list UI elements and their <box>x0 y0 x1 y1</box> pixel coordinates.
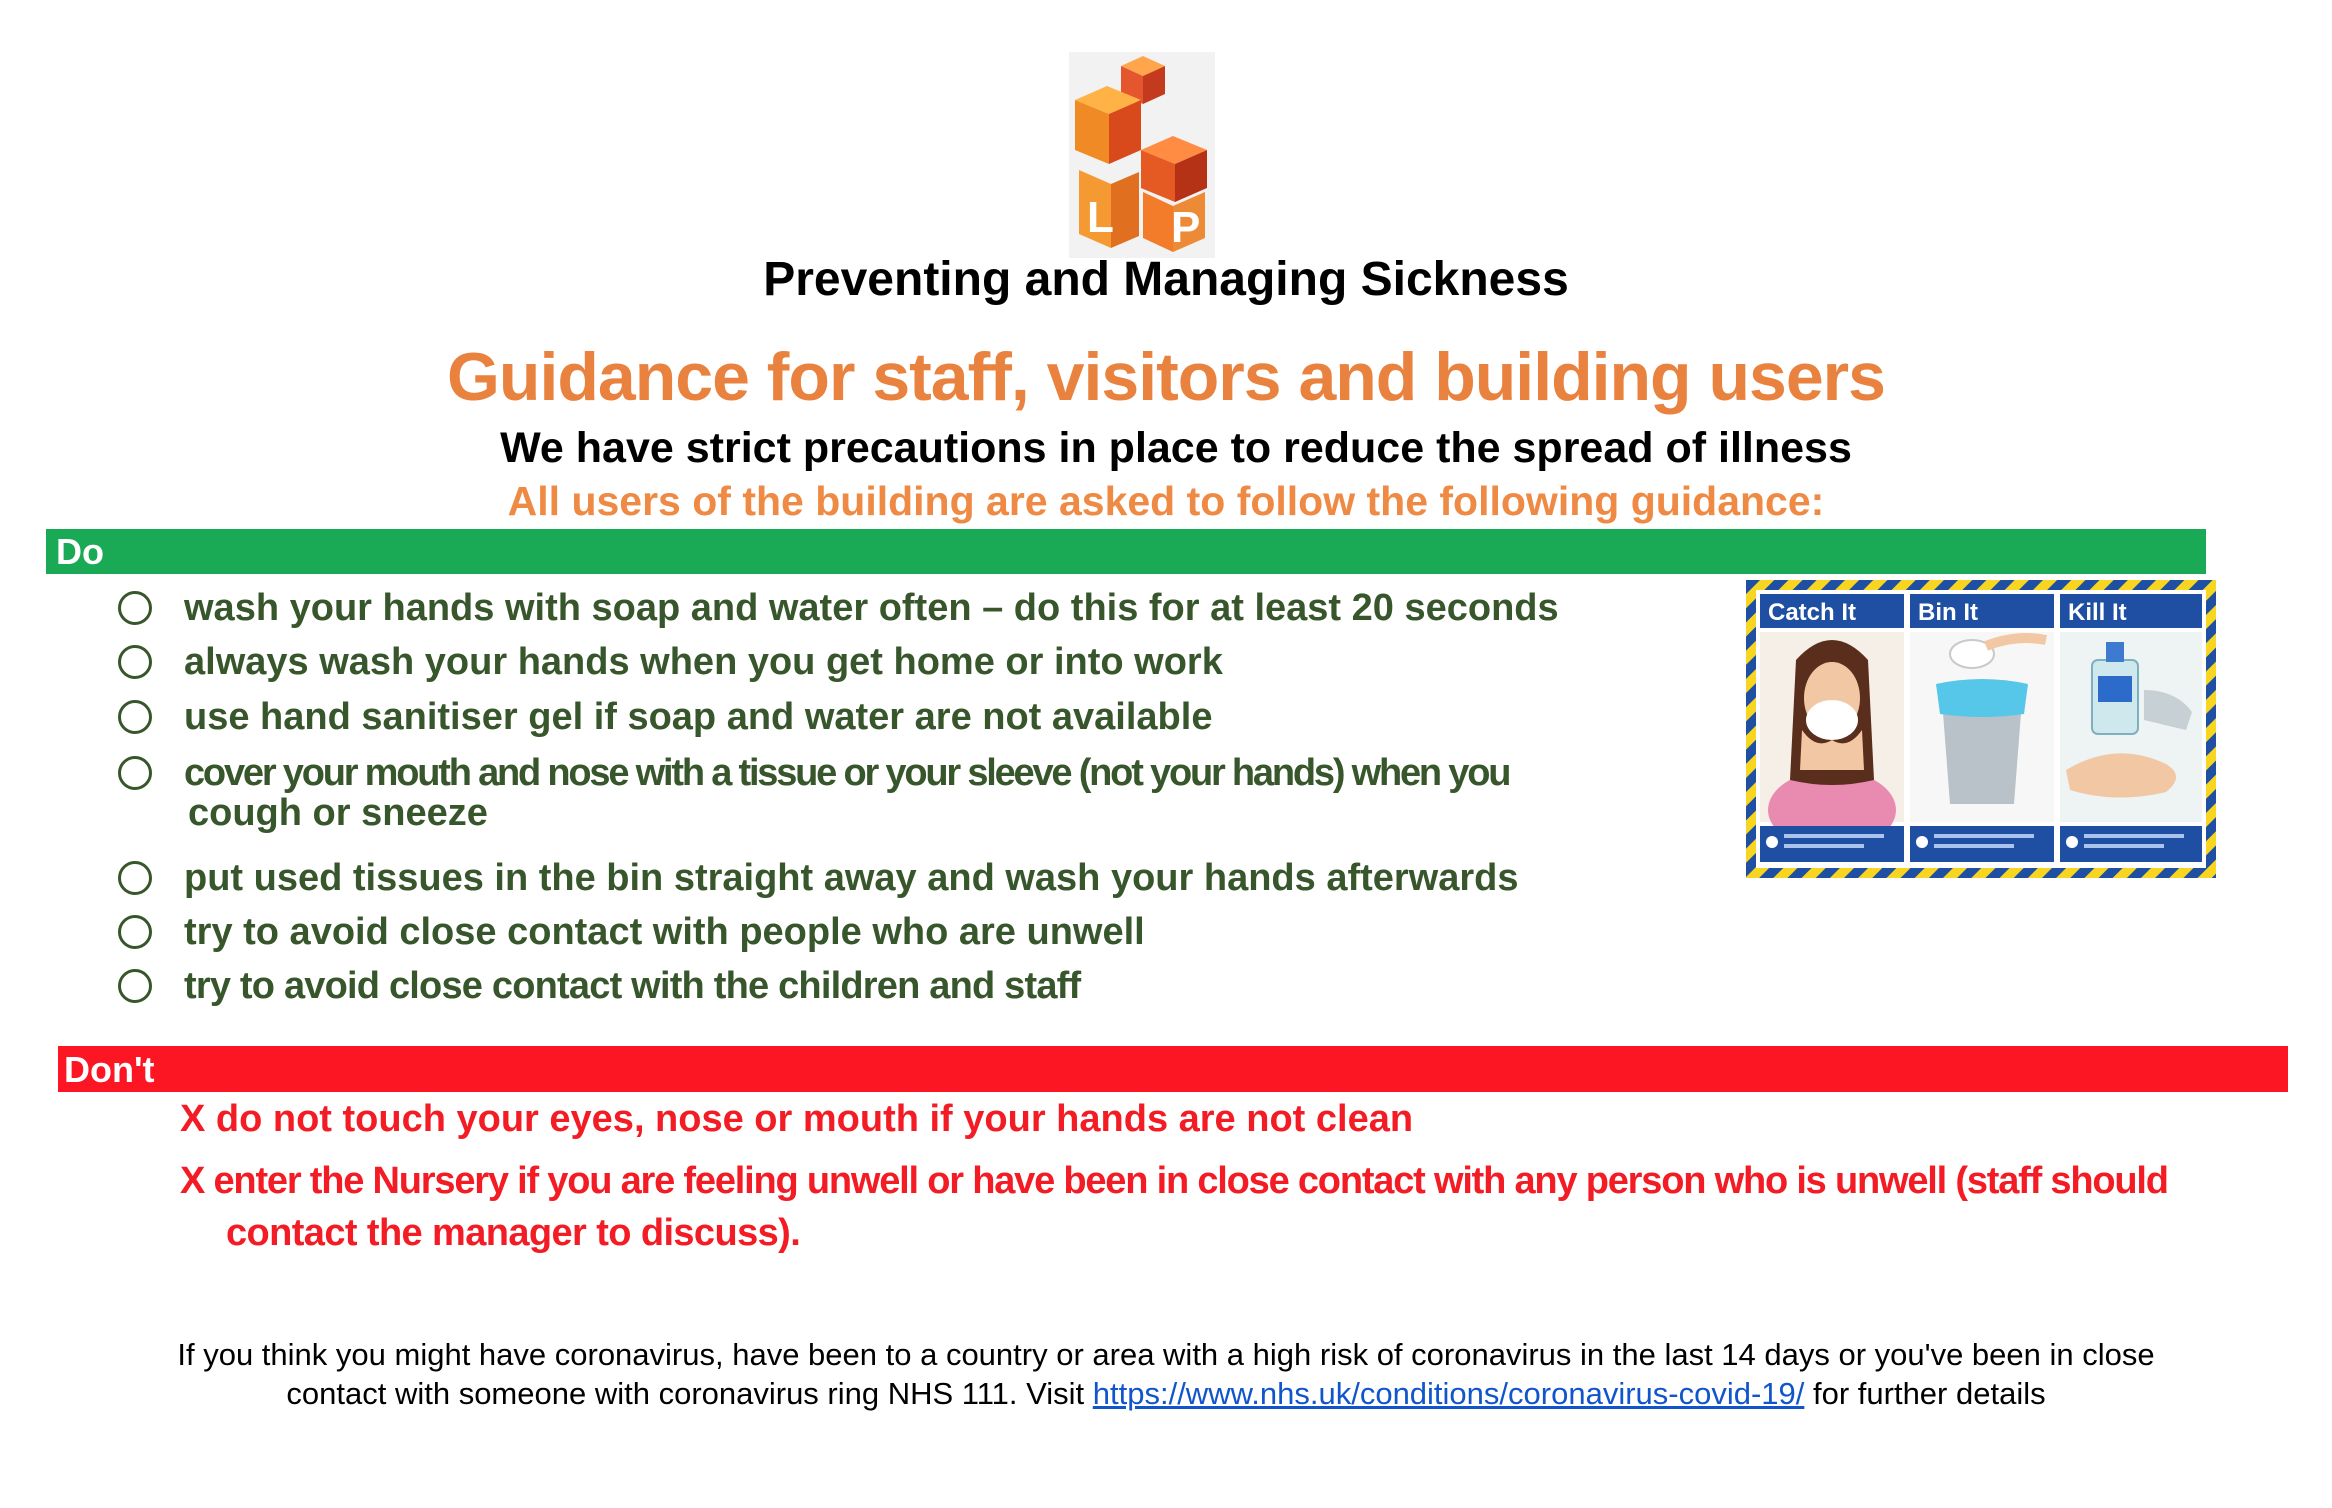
do-item-text: try to avoid close contact with people who are unwell <box>184 911 1145 953</box>
do-item-text: cover your mouth and nose with a tissue or your sleeve (not your hands) when you <box>184 752 1510 794</box>
page-subtitle: Guidance for staff, visitors and building users <box>447 339 1885 415</box>
do-item-text: wash your hands with soap and water often – do this for at least 20 seconds <box>184 587 1559 629</box>
footer-text-after-link: for further details <box>1804 1376 2046 1411</box>
poster-panel-title: Catch It <box>1768 599 1857 626</box>
poster-panel-title: Bin It <box>1918 599 1978 626</box>
do-label: Do <box>56 531 104 572</box>
dont-section-header <box>58 1046 2288 1092</box>
footer-line-2 <box>0 1376 2332 1412</box>
circle-bullet-icon <box>118 756 152 790</box>
poster-panel-title: Kill It <box>2068 599 2127 626</box>
circle-bullet-icon <box>118 915 152 949</box>
lp-logo <box>1069 52 1215 258</box>
circle-bullet-icon <box>118 645 152 679</box>
do-item-text: put used tissues in the bin straight away and wash your hands afterwards <box>184 857 1519 899</box>
do-section-header <box>46 529 2206 574</box>
dont-label: Don't <box>64 1049 155 1090</box>
dont-item-text: X enter the Nursery if you are feeling unwell or have been in close contact with any person who is unwell (staff should <box>180 1160 2168 1202</box>
follow-guidance-note: All users of the building are asked to follow the following guidance: <box>507 478 1825 524</box>
logo-l: L <box>1087 193 1114 242</box>
dont-item-text-continued: contact the manager to discuss). <box>226 1212 801 1254</box>
precautions-statement: We have strict precautions in place to reduce the spread of illness <box>500 424 1852 472</box>
do-item-text: try to avoid close contact with the children and staff <box>184 965 1081 1007</box>
nhs-coronavirus-link[interactable]: https://www.nhs.uk/conditions/coronavirus-covid-19/ <box>1092 1376 1805 1411</box>
logo-p: P <box>1171 203 1201 252</box>
catch-it-bin-it-kill-it-poster <box>1746 580 2216 878</box>
circle-bullet-icon <box>118 700 152 734</box>
footer-text-before-link: contact with someone with coronavirus ring NHS 111. Visit <box>286 1376 1093 1411</box>
do-item-text: always wash your hands when you get home or into work <box>184 641 1223 683</box>
dont-item-text: X do not touch your eyes, nose or mouth if your hands are not clean <box>180 1098 1414 1140</box>
do-item-text: use hand sanitiser gel if soap and water are not available <box>184 696 1213 738</box>
circle-bullet-icon <box>118 969 152 1003</box>
footer-line-1: If you think you might have coronavirus, have been to a country or area with a high risk of coronavirus in the last 14 days or you've been in close <box>177 1337 2155 1372</box>
do-item-text-continued: cough or sneeze <box>188 792 488 834</box>
page-title: Preventing and Managing Sickness <box>763 253 1569 306</box>
circle-bullet-icon <box>118 861 152 895</box>
circle-bullet-icon <box>118 591 152 625</box>
